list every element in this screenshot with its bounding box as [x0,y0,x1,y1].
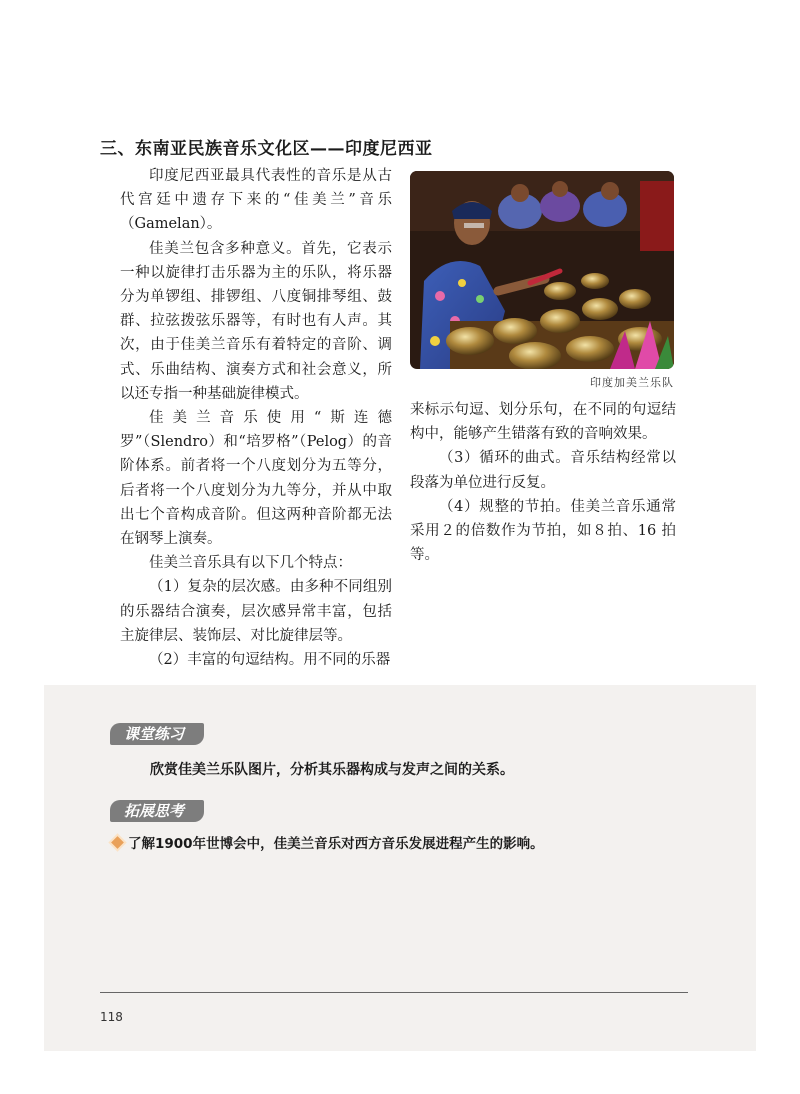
explore-tag: 拓展思考 [110,800,204,822]
paragraph-features-intro: 佳美兰音乐具有以下几个特点： [149,555,352,572]
paragraph-feature-2-cont: 来标示句逗、划分乐句，在不同的句逗结构中，能够产生错落有致的音响效果。 [410,402,676,443]
paragraph-feature-3: （3）循环的曲式。音乐结构经常以段落为单位进行反复。 [410,450,676,491]
photo-caption: 印度加美兰乐队 [590,376,674,389]
section-title: 三、东南亚民族音乐文化区——印度尼西亚 [100,139,433,159]
gamelan-orchestra-photo [410,171,674,369]
paragraph-intro: 印度尼西亚最具代表性的音乐是从古代宫廷中遗存下来的“佳美兰”音乐（Gamelan）。 [120,168,392,233]
explore-item [113,832,713,852]
practice-tag: 课堂练习 [110,723,204,745]
paragraph-feature-4: （4）规整的节拍。佳美兰音乐通常采用２的倍数作为节拍，如８拍、16 拍等。 [410,498,676,564]
explore-text: 了解1900年世博会中，佳美兰音乐对西方音乐发展进程产生的影响。 [128,836,544,852]
practice-text: 欣赏佳美兰乐队图片，分析其乐器构成与发声之间的关系。 [150,762,514,778]
left-text-column [120,164,392,672]
diamond-bullet-icon [111,836,124,849]
paragraph-feature-1: （1）复杂的层次感。由多种不同组别的乐器结合演奏，层次感异常丰富，包括主旋律层、装饰层、对比旋律层等。 [120,579,392,644]
paragraph-scale: 佳美兰音乐使用“斯连德罗”（Slendro）和“培罗格”（Pelog）的音阶体系。前者将一个八度划分为五等分，后者将一个八度划分为九等分，并从中取出七个音构成音阶。但这两种音阶都无法在钢琴上演奏。 [120,410,392,548]
footer-divider [100,992,688,993]
paragraph-feature-2: （2）丰富的句逗结构。用不同的乐器 [149,652,391,669]
right-text-column [410,398,676,567]
paragraph-meaning: 佳美兰包含多种意义。首先，它表示一种以旋律打击乐器为主的乐队，将乐器分为单锣组、排锣组、八度铜排琴组、鼓群、拉弦拨弦乐器等，有时也有人声。其次，由于佳美兰音乐有着特定的音阶、调式、乐曲结构、演奏方式和社会意义，所以还专指一种基础旋律模式。 [120,240,392,402]
page-number: 118 [100,1010,123,1024]
